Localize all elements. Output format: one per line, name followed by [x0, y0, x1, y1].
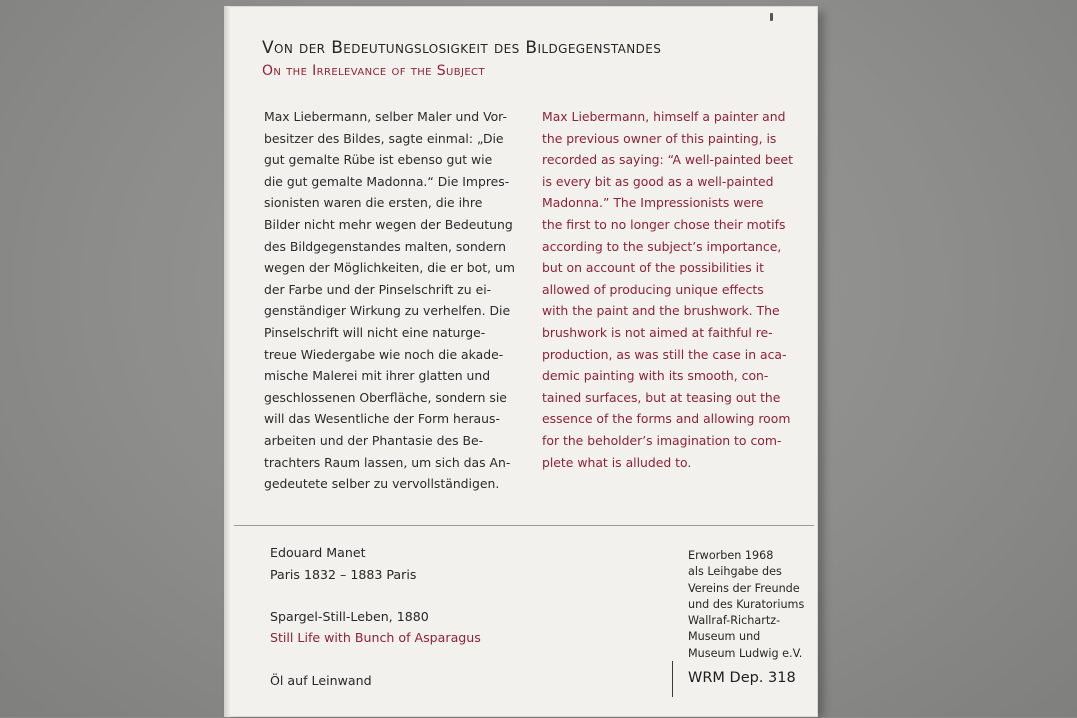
credit-text: Wallraf-Richartz-: [688, 614, 781, 628]
credit-line: [688, 548, 804, 662]
text-line: trachters Raum lassen, um sich das An-: [264, 454, 511, 470]
work-title-english: Still Life with Bunch of Asparagus: [270, 630, 481, 645]
text-line: Madonna.” The Impressionists were: [542, 195, 764, 211]
inventory-rule: [672, 661, 673, 697]
text-line: tained surfaces, but at teasing out the: [542, 389, 781, 405]
text-line: der Farbe und der Pinselschrift zu ei-: [264, 281, 492, 297]
text-line: with the paint and the brushwork. The: [542, 303, 780, 319]
text-line: die gut gemalte Madonna.“ Die Impres-: [264, 173, 510, 189]
mounting-pin: [770, 13, 773, 21]
text-line: Max Liebermann, selber Maler und Vor-: [264, 109, 507, 124]
text-line: the previous owner of this painting, is: [542, 130, 777, 146]
text-line: Max Liebermann, himself a painter and: [542, 109, 786, 124]
text-line: essence of the forms and allowing room: [542, 411, 791, 427]
credit-text: und des Kuratoriums: [688, 597, 805, 611]
plaque-edge: [224, 6, 230, 717]
text-line: wegen der Möglichkeiten, die er bot, um: [264, 260, 515, 276]
text-line: besitzer des Bildes, sagte einmal: „Die: [264, 130, 504, 146]
medium: Öl auf Leinwand: [270, 673, 372, 688]
credit-text: Museum und: [688, 630, 761, 644]
artist-name: Edouard Manet: [270, 545, 366, 560]
text-line: will das Wesentliche der Form heraus-: [264, 411, 500, 427]
text-line: treue Wiedergabe wie noch die akade-: [264, 346, 504, 362]
credit-text: Erworben 1968: [688, 549, 774, 562]
text-line: geschlossenen Oberfläche, sondern sie: [264, 389, 507, 405]
title-english: On the Irrelevance of the Subject: [262, 63, 485, 79]
text-column-english: [542, 106, 794, 473]
text-line: but on account of the possibilities it: [542, 260, 764, 276]
text-line: gedeutete selber zu vervollständigen.: [264, 476, 500, 492]
text-line: allowed of producing unique effects: [542, 281, 764, 297]
work-title-german: Spargel-Still-Leben, 1880: [270, 609, 429, 624]
text-line: Bilder nicht mehr wegen der Bedeutung: [264, 216, 513, 232]
artist-life: Paris 1832 – 1883 Paris: [270, 567, 417, 582]
text-line: des Bildgegenstandes malten, sondern: [264, 238, 507, 254]
text-line: recorded as saying: “A well-painted beet: [542, 152, 794, 168]
text-line: mische Malerei mit ihrer glatten und: [264, 368, 491, 384]
text-line: demic painting with its smooth, con-: [542, 368, 769, 384]
text-line: for the beholder’s imagination to com-: [542, 432, 782, 448]
credit-text: Museum Ludwig e.V.: [688, 646, 803, 660]
text-line: according to the subject’s importance,: [542, 238, 782, 254]
text-column-german: [264, 106, 522, 495]
text-line: Pinselschrift will nicht eine naturge-: [264, 324, 486, 340]
inventory-number: WRM Dep. 318: [688, 670, 796, 686]
text-line: the first to no longer chose their motifs: [542, 216, 786, 232]
text-line: brushwork is not aimed at faithful re-: [542, 324, 773, 340]
credit-text: als Leihgabe des: [688, 565, 782, 579]
text-line: gut gemalte Rübe ist ebenso gut wie: [264, 152, 493, 168]
text-line: production, as was still the case in aca-: [542, 346, 787, 362]
section-divider: [234, 525, 814, 526]
text-line: genständiger Wirkung zu verhelfen. Die: [264, 303, 511, 319]
text-line: is every bit as good as a well-painted: [542, 173, 774, 189]
text-line: sionisten waren die ersten, die ihre: [264, 195, 483, 211]
text-line: arbeiten und der Phantasie des Be-: [264, 432, 484, 448]
title-german: Von der Bedeutungslosigkeit des Bildgegenstandes: [262, 38, 662, 58]
credit-text: Vereins der Freunde: [688, 581, 800, 595]
text-line: plete what is alluded to.: [542, 454, 692, 470]
